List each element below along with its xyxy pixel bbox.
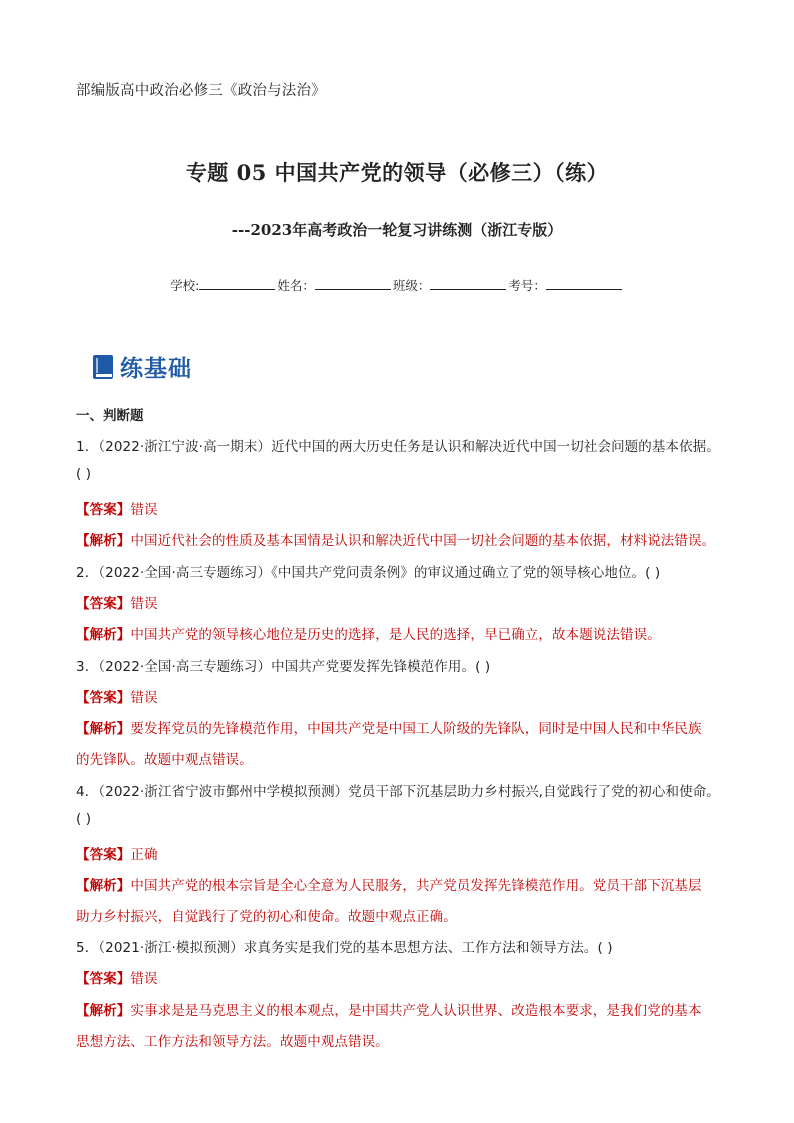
analysis-text: 中国共产党的领导核心地位是历史的选择，是人民的选择，早已确立，故本题说法错误。	[130, 627, 661, 643]
question-5-analysis	[76, 999, 726, 1019]
analysis-text: 助力乡村振兴，自觉践行了党的初心和使命。故题中观点正确。	[76, 909, 457, 925]
exam-no-blank[interactable]	[546, 277, 622, 290]
analysis-text: 思想方法、工作方法和领导方法。故题中观点错误。	[76, 1034, 389, 1050]
student-info-line	[0, 276, 794, 294]
book-icon	[92, 354, 114, 380]
name-blank[interactable]	[315, 277, 391, 290]
school-blank[interactable]	[199, 277, 275, 290]
question-3-stem: 3．（2022·全国·高三专题练习）中国共产党要发挥先锋模范作用。( )	[76, 659, 491, 675]
answer-label: 【答案】	[76, 502, 131, 518]
question-4-analysis-cont	[76, 905, 726, 925]
exam-no-label: 考号：	[508, 278, 546, 293]
analysis-text: 实事求是是马克思主义的根本观点，是中国共产党人认识世界、改造根本要求，是我们党的基本	[130, 1003, 702, 1019]
answer-value: 正确	[130, 847, 158, 863]
question-2-analysis	[76, 623, 726, 643]
answer-value: 错误	[130, 502, 158, 518]
analysis-label: 【解析】	[76, 1003, 131, 1019]
question-4-paren: ( )	[76, 811, 92, 827]
question-3-analysis	[76, 717, 726, 737]
question-1-stem: 1．（2022·浙江宁波·高一期末）近代中国的两大历史任务是认识和解决近代中国一切社会问题的基本依据。	[76, 439, 720, 455]
section-heading	[92, 350, 192, 383]
question-2-answer	[76, 592, 726, 612]
question-2-stem: 2．（2022·全国·高三专题练习）《中国共产党问责条例》的审议通过确立了党的领导核心地位。( )	[76, 565, 661, 581]
answer-label: 【答案】	[76, 971, 131, 987]
class-blank[interactable]	[430, 277, 506, 290]
analysis-text: 的先锋队。故题中观点错误。	[76, 752, 253, 768]
analysis-label: 【解析】	[76, 533, 131, 549]
answer-label: 【答案】	[76, 690, 131, 706]
question-3-analysis-cont	[76, 748, 726, 768]
answer-value: 错误	[130, 596, 158, 612]
question-5-stem: 5．（2021·浙江·模拟预测）求真务实是我们党的基本思想方法、工作方法和领导方法。( )	[76, 940, 613, 956]
page-title	[0, 157, 794, 187]
answer-label: 【答案】	[76, 847, 131, 863]
page-subtitle: ---2023年高考政治一轮复习讲练测（浙江专版）	[231, 221, 563, 239]
name-label: 姓名：	[277, 278, 315, 293]
answer-value: 错误	[130, 971, 158, 987]
question-type-heading: 一、判断题	[76, 408, 144, 424]
analysis-text: 要发挥党员的先锋模范作用，中国共产党是中国工人阶级的先锋队，同时是中国人民和中华民族	[130, 721, 702, 737]
analysis-label: 【解析】	[76, 878, 131, 894]
question-3-answer	[76, 686, 726, 706]
title-number: 05	[236, 160, 267, 185]
question-5-answer	[76, 967, 726, 987]
school-label: 学校:	[170, 278, 200, 293]
section-title: 练基础	[120, 356, 192, 382]
question-4-analysis	[76, 874, 726, 894]
question-1-paren: ( )	[76, 466, 92, 482]
title-rest: 中国共产党的领导（必修三）（练）	[274, 161, 609, 185]
answer-label: 【答案】	[76, 596, 131, 612]
series-header: 部编版高中政治必修三《政治与法治》	[76, 83, 326, 99]
question-4-stem: 4．（2022·浙江省宁波市鄞州中学模拟预测）党员干部下沉基层助力乡村振兴,自觉践行了党的初心和使命。	[76, 784, 720, 800]
question-5-analysis-cont	[76, 1030, 726, 1050]
title-prefix: 专题	[185, 161, 229, 185]
analysis-label: 【解析】	[76, 627, 131, 643]
analysis-label: 【解析】	[76, 721, 131, 737]
question-4-answer	[76, 843, 726, 863]
question-1-analysis	[76, 529, 726, 549]
class-label: 班级：	[392, 278, 431, 293]
analysis-text: 中国近代社会的性质及基本国情是认识和解决近代中国一切社会问题的基本依据，材料说法错误。	[130, 533, 716, 549]
answer-value: 错误	[130, 690, 158, 706]
question-1-answer	[76, 498, 726, 518]
analysis-text: 中国共产党的根本宗旨是全心全意为人民服务，共产党员发挥先锋模范作用。党员干部下沉基层	[130, 878, 702, 894]
